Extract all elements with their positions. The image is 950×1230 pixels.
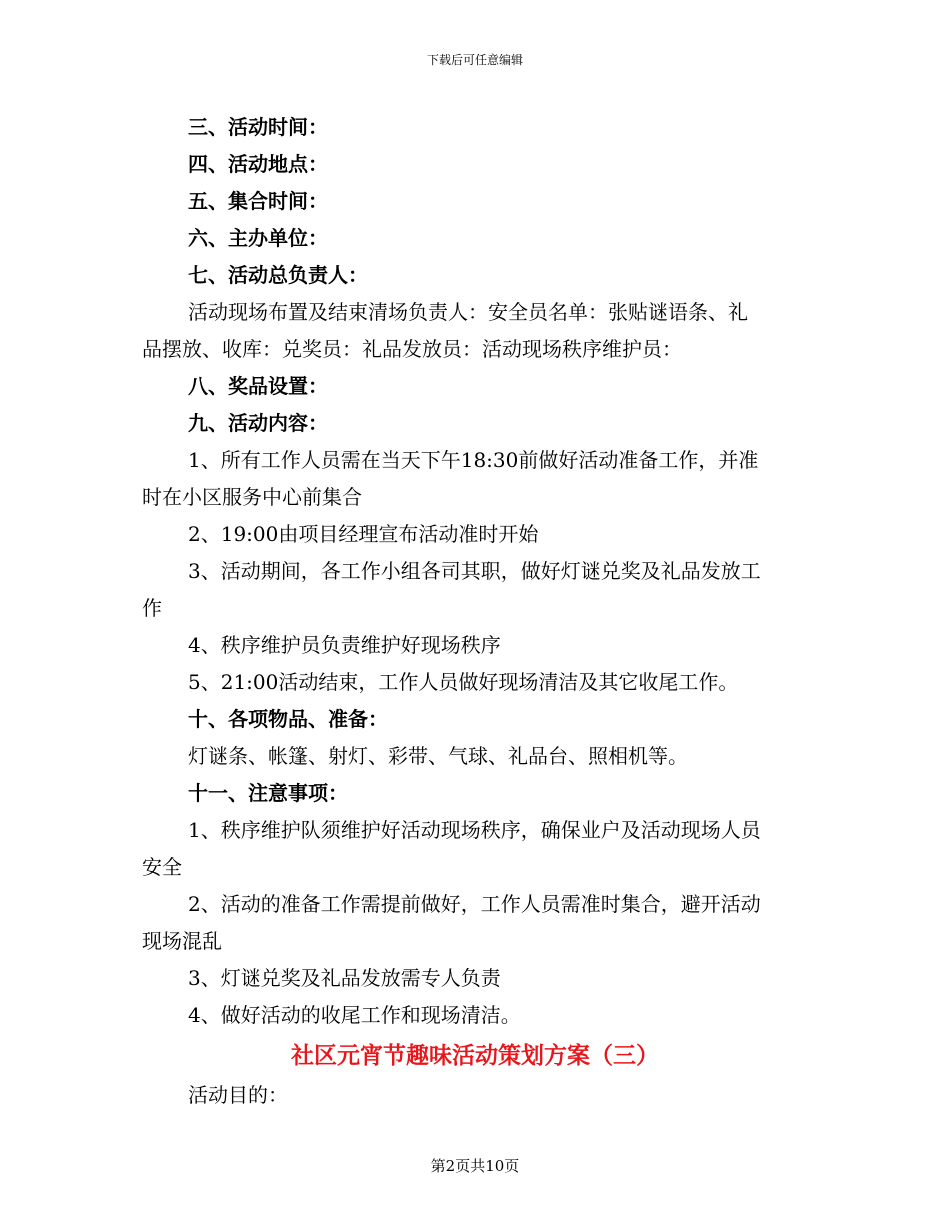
paragraph-line: 活动现场布置及结束清场负责人：安全员名单：张贴谜语条、礼 [188, 300, 748, 324]
heading-activity-location: 四、活动地点： [188, 152, 328, 176]
list-item: 4、秩序维护员负责维护好现场秩序 [188, 633, 501, 657]
heading-gathering-time: 五、集合时间： [188, 189, 328, 213]
list-item: 3、活动期间，各工作小组各司其职，做好灯谜兑奖及礼品发放工 [188, 559, 761, 583]
heading-activity-content: 九、活动内容： [188, 411, 328, 435]
section-title: 社区元宵节趣味活动策划方案（三） [291, 1042, 659, 1069]
paragraph-line: 品摆放、收库：兑奖员：礼品发放员：活动现场秩序维护员： [142, 337, 682, 361]
list-item: 4、做好活动的收尾工作和现场清洁。 [188, 1003, 521, 1027]
list-item-continued: 安全 [142, 855, 182, 879]
heading-activity-time: 三、活动时间： [188, 115, 328, 139]
list-item: 1、秩序维护队须维护好活动现场秩序，确保业户及活动现场人员 [188, 818, 761, 842]
list-item: 5、21:00活动结束，工作人员做好现场清洁及其它收尾工作。 [188, 670, 739, 694]
list-item-continued: 现场混乱 [142, 929, 222, 953]
list-item-continued: 作 [142, 596, 162, 620]
list-item: 2、19:00由项目经理宣布活动准时开始 [188, 522, 539, 546]
heading-organizer: 六、主办单位： [188, 226, 328, 250]
list-item: 3、灯谜兑奖及礼品发放需专人负责 [188, 966, 501, 990]
paragraph-line: 灯谜条、帐篷、射灯、彩带、气球、礼品台、照相机等。 [188, 744, 688, 768]
list-item: 2、活动的准备工作需提前做好，工作人员需准时集合，避开活动 [188, 892, 761, 916]
list-item-continued: 时在小区服务中心前集合 [142, 485, 362, 509]
page-number: 第2页共10页 [430, 1157, 520, 1175]
list-item: 1、所有工作人员需在当天下午18:30前做好活动准备工作，并准 [188, 448, 759, 472]
paragraph-line: 活动目的： [188, 1083, 288, 1107]
heading-chief-responsible: 七、活动总负责人： [188, 263, 368, 287]
heading-items-preparation: 十、各项物品、准备： [188, 707, 388, 731]
heading-notes: 十一、注意事项： [188, 781, 348, 805]
page-header: 下载后可任意编辑 [426, 53, 523, 67]
heading-prize-setting: 八、奖品设置： [188, 374, 328, 398]
